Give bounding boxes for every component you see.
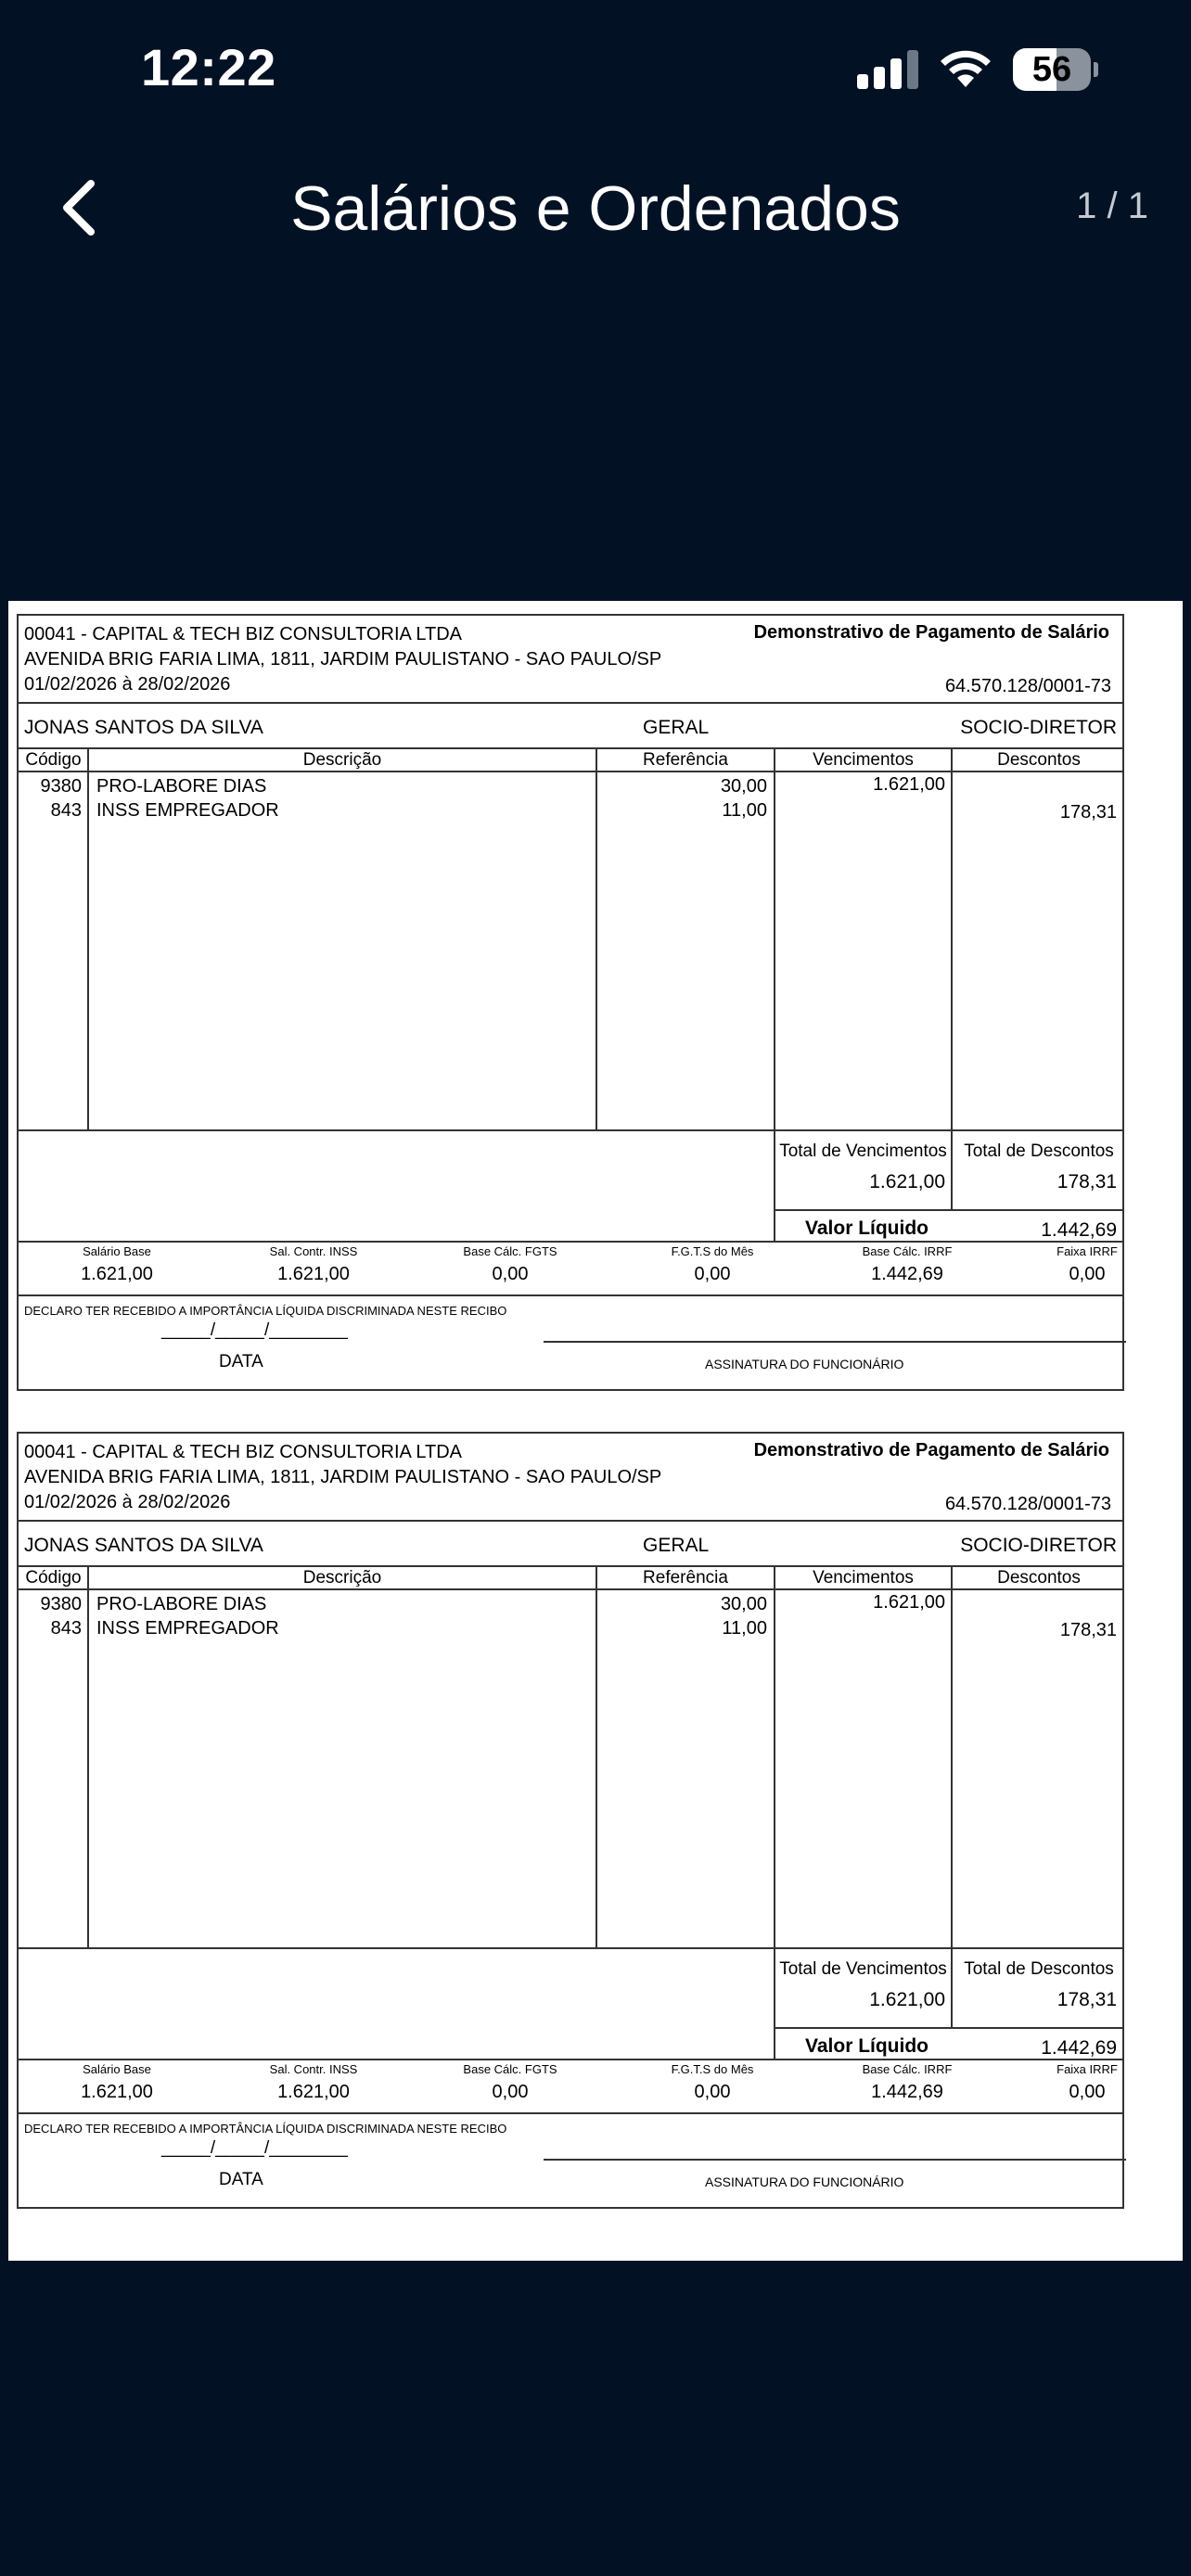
item-code: 843 [50,1618,82,1639]
column-header-deductions: Descontos [997,750,1081,770]
employee-role: SOCIO-DIRETOR [960,717,1117,738]
item-reference: 30,00 [720,1594,767,1614]
item-reference: 30,00 [720,776,767,797]
item-deductions: 178,31 [1059,802,1117,823]
column-header-deductions: Descontos [997,1568,1081,1588]
base-label: Salário Base [83,2062,151,2076]
employee-name: JONAS SANTOS DA SILVA [24,717,263,738]
column-header-code: Código [25,1568,82,1588]
base-value: 0,00 [492,2082,529,2102]
company-name: 00041 - CAPITAL & TECH BIZ CONSULTORIA LTDA [24,1442,462,1462]
base-label: Sal. Contr. INSS [269,2062,358,2076]
base-value: 1.621,00 [81,1264,153,1284]
signature-label: ASSINATURA DO FUNCIONÁRIO [705,1357,904,1371]
column-header-description: Descrição [302,750,382,770]
base-label: F.G.T.S do Mês [671,1244,754,1258]
cellular-signal-icon [857,46,920,89]
total-earnings-value: 1.621,00 [869,1171,945,1192]
company-address: AVENIDA BRIG FARIA LIMA, 1811, JARDIM PAULISTANO - SAO PAULO/SP [24,1467,662,1487]
item-description: PRO-LABORE DIAS [96,776,267,797]
item-description: INSS EMPREGADOR [96,800,279,821]
date-label: DATA [219,1352,263,1371]
base-value: 1.442,69 [871,1264,943,1284]
column-header-code: Código [25,750,82,770]
base-label: Base Cálc. FGTS [463,1244,557,1258]
column-header-earnings: Vencimentos [813,1568,914,1588]
column-header-earnings: Vencimentos [813,750,914,770]
base-label: Sal. Contr. INSS [269,1244,358,1258]
base-value: 1.621,00 [277,1264,350,1284]
pay-period: 01/02/2026 à 28/02/2026 [24,674,231,695]
item-code: 9380 [40,1594,82,1614]
base-value: 0,00 [694,2082,731,2102]
date-field: _____/_____/________ [161,1320,348,1340]
base-label: Base Cálc. FGTS [463,2062,557,2076]
item-description: INSS EMPREGADOR [96,1618,279,1639]
total-deductions-label: Total de Descontos [964,1959,1114,1979]
base-label: Base Cálc. IRRF [862,1244,953,1258]
total-earnings-value: 1.621,00 [869,1989,945,2010]
company-cnpj: 64.570.128/0001-73 [944,1494,1111,1514]
base-value: 0,00 [694,1264,731,1284]
net-value: 1.442,69 [1041,1219,1117,1241]
total-deductions-value: 178,31 [1057,1989,1117,2010]
item-reference: 11,00 [722,1618,767,1639]
signal-bar [857,74,868,89]
net-value-label: Valor Líquido [805,1218,929,1239]
employee-role: SOCIO-DIRETOR [960,1535,1117,1556]
total-deductions-label: Total de Descontos [964,1141,1114,1161]
company-cnpj: 64.570.128/0001-73 [944,676,1111,696]
document-page[interactable] [8,601,1183,2261]
total-deductions-value: 178,31 [1057,1171,1117,1192]
base-label: Faixa IRRF [1057,1244,1118,1258]
document-title: Demonstrativo de Pagamento de Salário [753,1440,1109,1460]
status-bar [0,0,1191,139]
signal-bar [874,67,885,89]
item-code: 843 [50,800,82,821]
item-earnings: 1.621,00 [873,774,945,795]
total-earnings-label: Total de Vencimentos [779,1141,947,1161]
battery-level: 56 [1031,50,1072,89]
item-earnings: 1.621,00 [873,1592,945,1613]
item-reference: 11,00 [722,800,767,821]
chevron-left-icon [46,171,121,245]
back-button[interactable] [46,171,121,245]
net-value: 1.442,69 [1041,2037,1117,2059]
page-counter: 1 / 1 [1076,185,1148,226]
payslip-2 [17,1432,1124,2209]
base-value: 0,00 [492,1264,529,1284]
status-time: 12:22 [141,38,276,96]
date-label: DATA [219,2170,263,2189]
item-code: 9380 [40,776,82,797]
base-label: Base Cálc. IRRF [862,2062,953,2076]
base-value: 1.621,00 [81,2082,153,2102]
date-field: _____/_____/________ [161,2138,348,2158]
column-header-reference: Referência [643,1568,728,1588]
total-earnings-label: Total de Vencimentos [779,1959,947,1979]
pay-period: 01/02/2026 à 28/02/2026 [24,1492,231,1512]
signal-bar [907,50,918,89]
column-header-reference: Referência [643,750,728,770]
base-value: 1.621,00 [277,2082,350,2102]
base-value: 1.442,69 [871,2082,943,2102]
item-deductions: 178,31 [1059,1620,1117,1640]
page-title: Salários e Ordenados [290,173,901,244]
base-label: Faixa IRRF [1057,2062,1118,2076]
signal-bar [890,58,902,89]
employee-name: JONAS SANTOS DA SILVA [24,1535,263,1556]
receipt-declaration: DECLARO TER RECEBIDO A IMPORTÂNCIA LÍQUIDA DISCRIMINADA NESTE RECIBO [24,1304,507,1318]
signature-label: ASSINATURA DO FUNCIONÁRIO [705,2174,904,2189]
nav-header [0,158,1191,260]
payslip-1 [17,614,1124,1391]
net-value-label: Valor Líquido [805,2035,929,2057]
wifi-icon [937,46,994,89]
employee-department: GERAL [643,717,710,738]
item-description: PRO-LABORE DIAS [96,1594,267,1614]
battery-icon [1013,48,1098,91]
employee-department: GERAL [643,1535,710,1556]
company-address: AVENIDA BRIG FARIA LIMA, 1811, JARDIM PAULISTANO - SAO PAULO/SP [24,649,662,670]
base-label: Salário Base [83,1244,151,1258]
base-value: 0,00 [1069,1264,1106,1284]
column-header-description: Descrição [302,1568,382,1588]
base-label: F.G.T.S do Mês [671,2062,754,2076]
base-value: 0,00 [1069,2082,1106,2102]
company-name: 00041 - CAPITAL & TECH BIZ CONSULTORIA LTDA [24,624,462,644]
document-title: Demonstrativo de Pagamento de Salário [753,622,1109,643]
receipt-declaration: DECLARO TER RECEBIDO A IMPORTÂNCIA LÍQUIDA DISCRIMINADA NESTE RECIBO [24,2122,507,2136]
